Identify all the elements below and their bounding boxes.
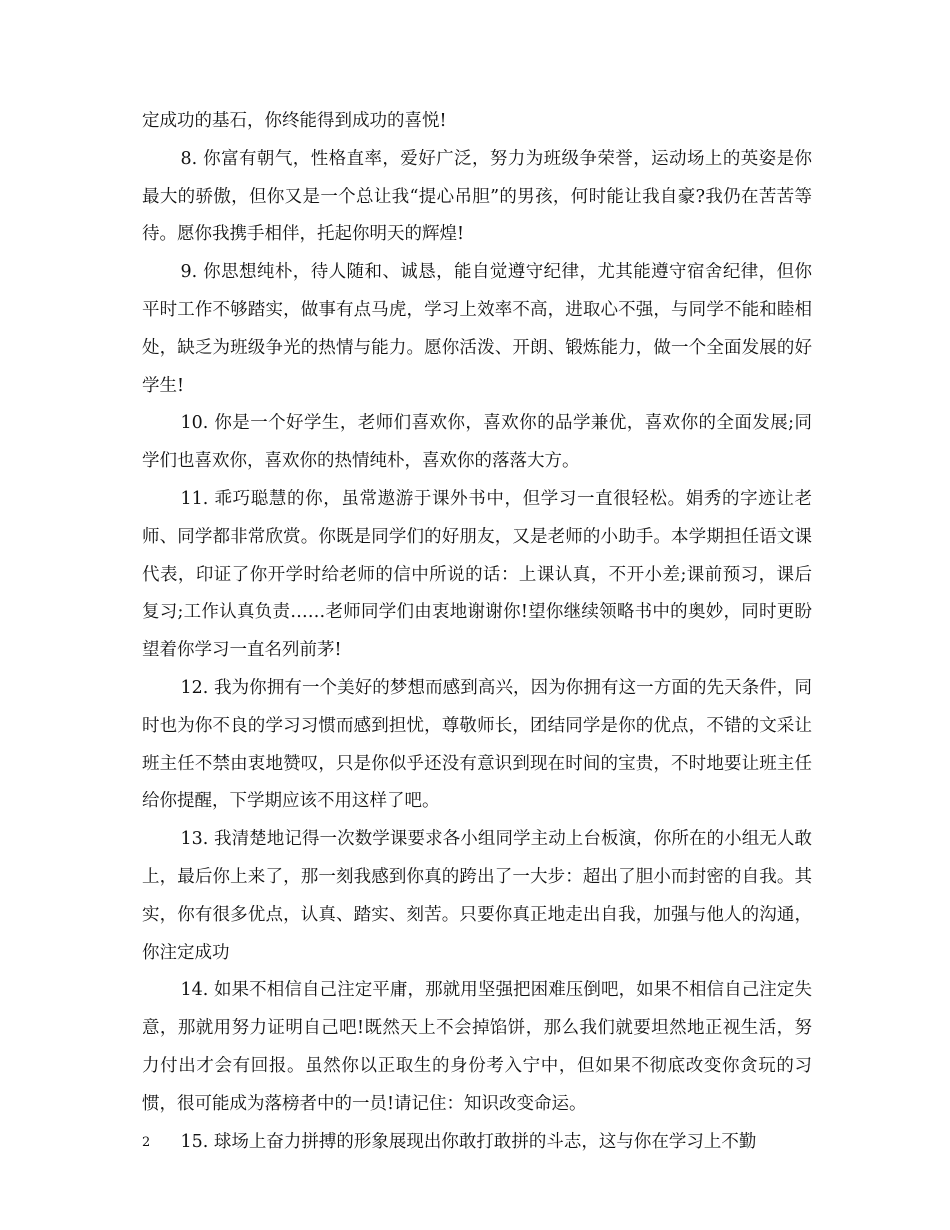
paragraph-item-9: 9. 你思想纯朴，待人随和、诚恳，能自觉遵守纪律，尤其能遵守宿舍纪律，但你平时工作不够踏实，做事有点马虎，学习上效率不高，进取心不强，与同学不能和睦相处，缺乏为班级争光的热情与能力。愿你活泼、开朗、锻炼能力，做一个全面发展的好学生! [142, 262, 812, 396]
paragraph-item-12: 12. 我为你拥有一个美好的梦想而感到高兴，因为你拥有这一方面的先天条件，同时也为你不良的学习习惯而感到担忧，尊敬师长，团结同学是你的优点，不错的文采让班主任不禁由衷地赞叹，只是你似乎还没有意识到现在时间的宝贵，不时地要让班主任给你提醒，下学期应该不用这样了吧。 [142, 677, 812, 812]
paragraph-item-13: 13. 我清楚地记得一次数学课要求各小组同学主动上台板演，你所在的小组无人敢上，最后你上来了，那一刻我感到你真的跨出了一大步：超出了胆小而封密的自我。其实，你有很多优点，认真、踏实、刻苦。只要你真正地走出自我，加强与他人的沟通，你注定成功 [142, 829, 812, 963]
body-text [142, 103, 812, 1161]
paragraph-continuation: 定成功的基石，你终能得到成功的喜悦! [142, 111, 447, 131]
paragraph-item-8: 8. 你富有朝气，性格直率，爱好广泛，努力为班级争荣誉，运动场上的英姿是你最大的骄傲，但你又是一个总让我“提心吊胆”的男孩，何时能让我自豪?我仍在苦苦等待。愿你我携手相伴，托起你明天的辉煌! [142, 148, 812, 245]
paragraph-item-15: 15. 球场上奋力拼搏的形象展现出你敢打敢拼的斗志，这与你在学习上不勤 [180, 1131, 757, 1152]
paragraph-item-11: 11. 乖巧聪慧的你，虽常遨游于课外书中，但学习一直很轻松。娟秀的字迹让老师、同学都非常欣赏。你既是同学们的好朋友，又是老师的小助手。本学期担任语文课代表，印证了你开学时给老师的信中所说的话：上课认真，不开小差;课前预习，课后复习;工作认真负责……老师同学们由衷地谢谢你!望你继续领略书中的奥妙，同时更盼望着你学习一直名列前茅! [142, 488, 812, 661]
paragraph-item-10: 10. 你是一个好学生，老师们喜欢你，喜欢你的品学兼优，喜欢你的全面发展;同学们也喜欢你，喜欢你的热情纯朴，喜欢你的落落大方。 [142, 413, 812, 472]
page-number: 2 [142, 1135, 151, 1150]
paragraph-item-14: 14. 如果不相信自己注定平庸，那就用坚强把困难压倒吧，如果不相信自己注定失意，那就用努力证明自己吧!既然天上不会掉馅饼，那么我们就要坦然地正视生活，努力付出才会有回报。虽然你以正取生的身份考入宁中，但如果不彻底改变你贪玩的习惯，很可能成为落榜者中的一员!请记住：知识改变命运。 [142, 980, 812, 1114]
